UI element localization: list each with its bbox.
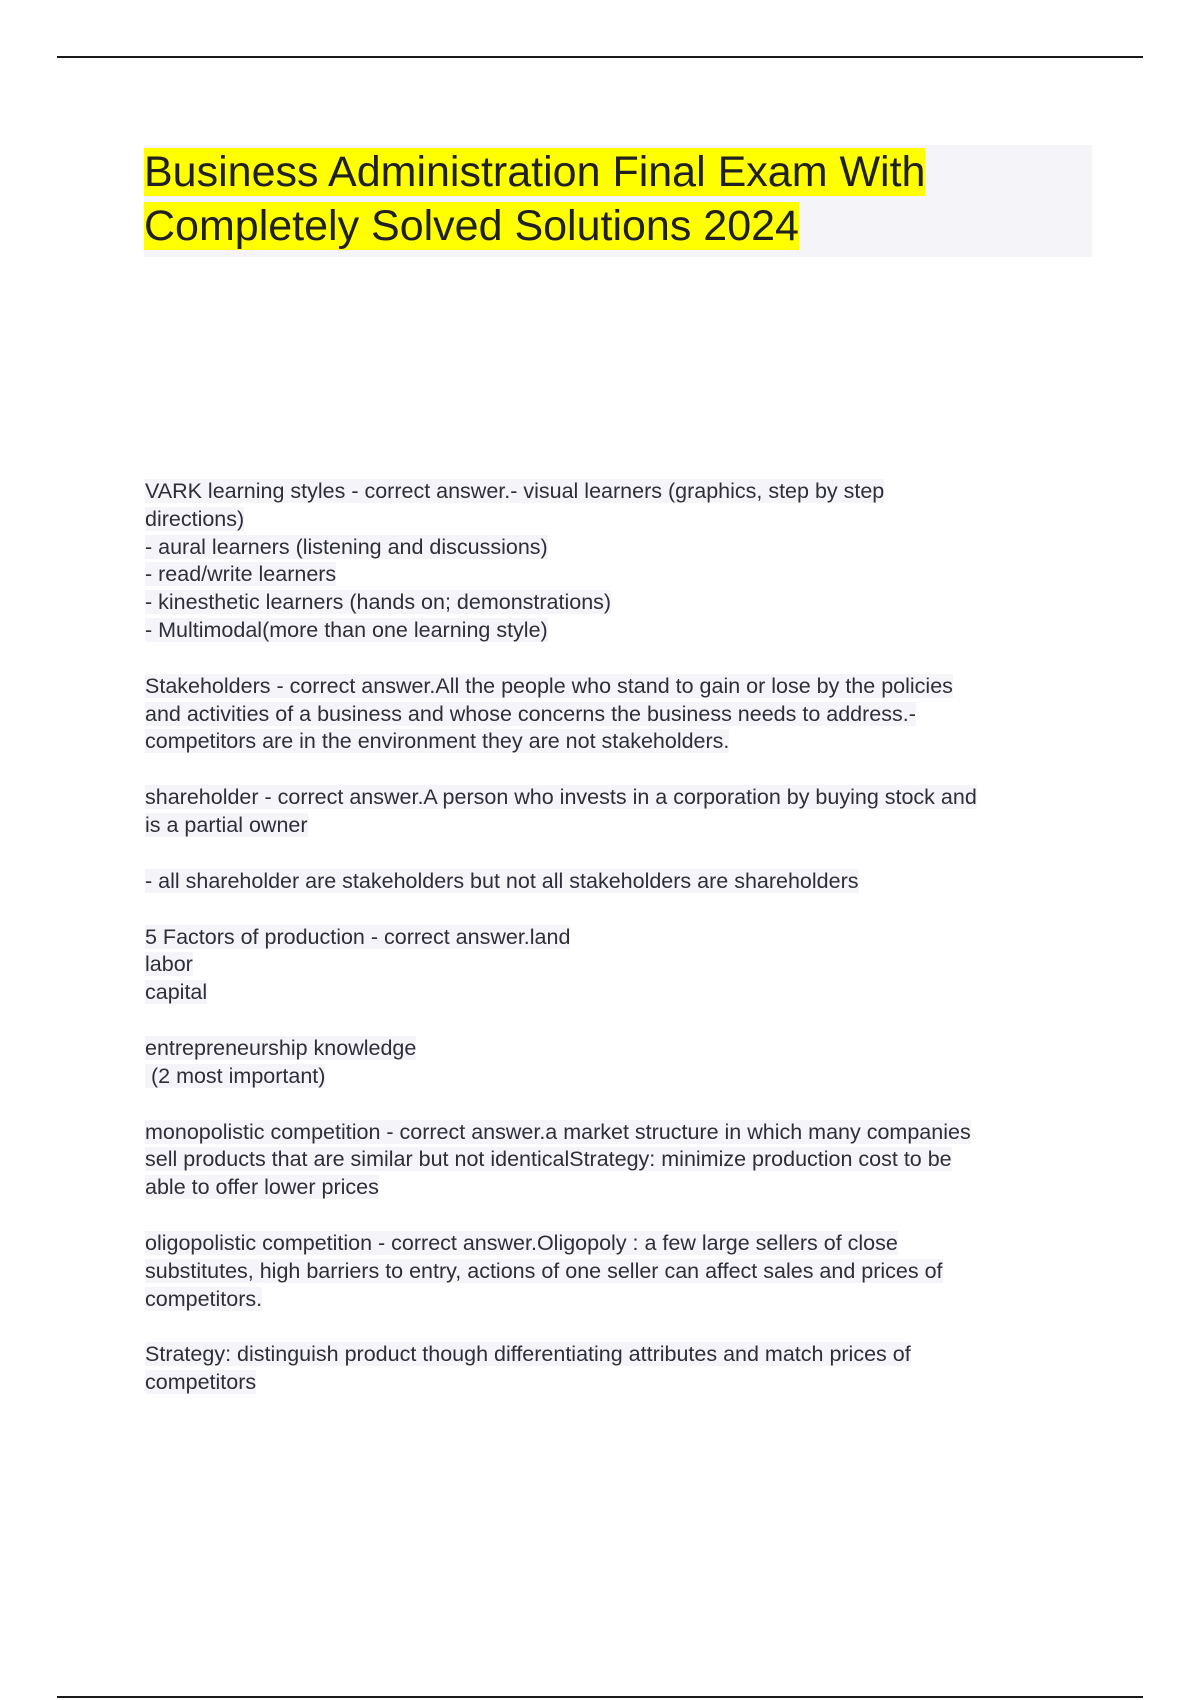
paragraph-stakeholders [145, 673, 1095, 756]
text-line-content: and activities of a business and whose concerns the business needs to address.- [145, 701, 916, 726]
top-rule [57, 56, 1143, 58]
text-line [145, 924, 1095, 952]
text-line-content: - read/write learners [145, 562, 337, 587]
text-line-content: - Multimodal(more than one learning style) [145, 617, 548, 642]
text-line [145, 534, 1095, 562]
text-line [145, 951, 1095, 979]
text-line-content: - kinesthetic learners (hands on; demonstrations) [145, 590, 612, 615]
text-line-content: able to offer lower prices [145, 1175, 379, 1200]
title-line-1: Business Administration Final Exam With [144, 148, 926, 196]
text-line-content: monopolistic competition - correct answer.a market structure in which many companies [145, 1119, 971, 1144]
text-line [145, 1230, 1095, 1258]
text-line [145, 1119, 1095, 1147]
bottom-rule [57, 1696, 1143, 1698]
text-line [145, 812, 1095, 840]
text-line-content: entrepreneurship knowledge [145, 1035, 417, 1060]
title-line-2: Completely Solved Solutions 2024 [144, 202, 799, 250]
paragraph-vark [145, 478, 1095, 645]
text-line-content: (2 most important) [145, 1063, 326, 1088]
text-line-content: oligopolistic competition - correct answer.Oligopoly : a few large sellers of close [145, 1230, 898, 1255]
text-line-content: Strategy: distinguish product though differentiating attributes and match prices of [145, 1342, 911, 1367]
paragraph-monopolistic [145, 1119, 1095, 1202]
text-line-content: - aural learners (listening and discussions) [145, 534, 548, 559]
paragraph-shareholder [145, 784, 1095, 840]
document-body [145, 478, 1095, 1425]
paragraph-shareholder-note [145, 868, 1095, 896]
text-line-content: competitors [145, 1370, 257, 1395]
title-block [144, 145, 1092, 257]
paragraph-oligopolistic [145, 1230, 1095, 1313]
text-line-content: directions) [145, 506, 245, 531]
paragraph-entrepreneurship [145, 1035, 1095, 1091]
text-line [145, 1369, 1095, 1397]
text-line [145, 1258, 1095, 1286]
text-line-content: substitutes, high barriers to entry, actions of one seller can affect sales and prices of [145, 1258, 943, 1283]
text-line [145, 1341, 1095, 1369]
text-line-content: sell products that are similar but not identicalStrategy: minimize production cost to be [145, 1147, 952, 1172]
text-line-content: 5 Factors of production - correct answer.land [145, 924, 571, 949]
text-line [145, 979, 1095, 1007]
text-line [145, 673, 1095, 701]
text-line-content: - all shareholder are stakeholders but not all stakeholders are shareholders [145, 868, 859, 893]
document-title [144, 145, 1092, 253]
text-line-content: is a partial owner [145, 812, 308, 837]
text-line [145, 1286, 1095, 1314]
text-line-content: capital [145, 980, 208, 1005]
text-line [145, 1174, 1095, 1202]
text-line [145, 589, 1095, 617]
text-line [145, 1146, 1095, 1174]
text-line-content: shareholder - correct answer.A person who invests in a corporation by buying stock and [145, 785, 977, 810]
text-line-content: competitors are in the environment they are not stakeholders. [145, 729, 730, 754]
text-line [145, 561, 1095, 589]
text-line [145, 1035, 1095, 1063]
paragraph-factors-of-production [145, 924, 1095, 1007]
text-line [145, 784, 1095, 812]
text-line [145, 868, 1095, 896]
text-line [145, 478, 1095, 506]
text-line [145, 728, 1095, 756]
text-line-content: VARK learning styles - correct answer.- visual learners (graphics, step by step [145, 479, 885, 503]
text-line [145, 617, 1095, 645]
text-line-content: competitors. [145, 1286, 263, 1311]
text-line [145, 701, 1095, 729]
text-line-content: labor [145, 952, 193, 977]
text-line-content: Stakeholders - correct answer.All the people who stand to gain or lose by the policies [145, 673, 953, 698]
text-line [145, 506, 1095, 534]
text-line [145, 1063, 1095, 1091]
paragraph-strategy [145, 1341, 1095, 1397]
